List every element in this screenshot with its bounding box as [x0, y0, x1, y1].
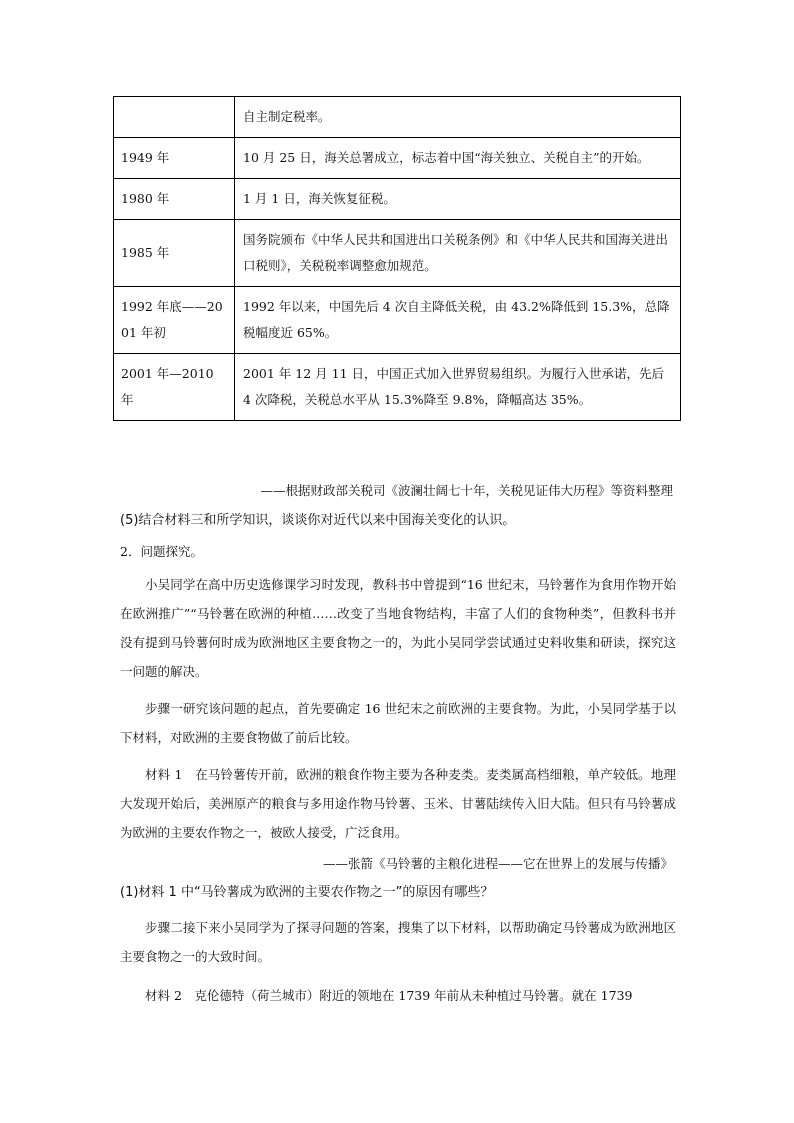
material-1-citation: ——张箭《马铃薯的主粮化进程——它在世界上的发展与传播》: [322, 856, 673, 871]
table-source-citation: ——根据财政部关税司《波澜壮阔七十年，关税见证伟大历程》等资料整理: [260, 483, 673, 498]
step-two-paragraph: 步骤二接下来小吴同学为了探寻问题的答案，搜集了以下材料，以帮助确定马铃薯成为欧洲地区主要食物之一的大致时间。: [120, 920, 676, 964]
table-row: [114, 354, 681, 421]
table-row: [114, 220, 681, 287]
event-cell: 国务院颁布《中华人民共和国进出口关税条例》和《中华人民共和国海关进出口税则》，关税税率调整愈加规范。: [235, 220, 681, 287]
year-cell: 1980 年: [114, 179, 235, 220]
event-cell: 2001 年 12 月 11 日，中国正式加入世界贸易组织。为履行入世承诺，先后 4 次降税，关税总水平从 15.3%降至 9.8%，降幅高达 35%。: [235, 354, 681, 421]
customs-tariff-table: [113, 96, 681, 421]
intro-paragraph: 小吴同学在高中历史选修课学习时发现，教科书中曾提到“16 世纪末，马铃薯作为食用作物开始在欧洲推广”“马铃薯在欧洲的种植……改变了当地食物结构，丰富了人们的食物种类”，但教科书并没有提到马铃薯何时成为欧洲地区主要食物之一的，为此小吴同学尝试通过史料收集和研读，探究这一问题的解决。: [120, 577, 676, 679]
question-5: (5)结合材料三和所学知识，谈谈你对近代以来中国海关变化的认识。: [120, 513, 516, 528]
table-row: [114, 138, 681, 179]
step-one-paragraph: 步骤一研究该问题的起点，首先要确定 16 世纪末之前欧洲的主要食物。为此，小吴同学基于以下材料，对欧洲的主要食物做了前后比较。: [120, 701, 676, 745]
material-1-paragraph: 材料 1 在马铃薯传开前，欧洲的粮食作物主要为各种麦类。麦类属高档细粮，单产较低。地理大发现开始后，美洲原产的粮食与多用途作物马铃薯、玉米、甘薯陆续传入旧大陆。但只有马铃薯成为欧洲的主要农作物之一，被欧人接受，广泛食用。: [120, 767, 676, 840]
event-cell: 10 月 25 日，海关总署成立，标志着中国“海关独立、关税自主”的开始。: [235, 138, 681, 179]
event-cell: 自主制定税率。: [235, 97, 681, 138]
table-body: [114, 97, 681, 421]
table-row: [114, 179, 681, 220]
event-cell: 1 月 1 日，海关恢复征税。: [235, 179, 681, 220]
event-cell: 1992 年以来，中国先后 4 次自主降低关税，由 43.2%降低到 15.3%，总降税幅度近 65%。: [235, 287, 681, 354]
table-row: [114, 287, 681, 354]
material-2-paragraph: 材料 2 克伦德特（荷兰城市）附近的领地在 1739 年前从未种植过马铃薯。就在 1739: [145, 988, 633, 1003]
year-cell: 1949 年: [114, 138, 235, 179]
question-1: (1)材料 1 中“马铃薯成为欧洲的主要农作物之一”的原因有哪些？: [120, 885, 494, 900]
year-cell: 2001 年—2010 年: [114, 354, 235, 421]
year-cell: [114, 97, 235, 138]
year-cell: 1985 年: [114, 220, 235, 287]
year-cell: 1992 年底——2001 年初: [114, 287, 235, 354]
section-heading: 2．问题探究。: [120, 544, 203, 559]
table-row: [114, 97, 681, 138]
